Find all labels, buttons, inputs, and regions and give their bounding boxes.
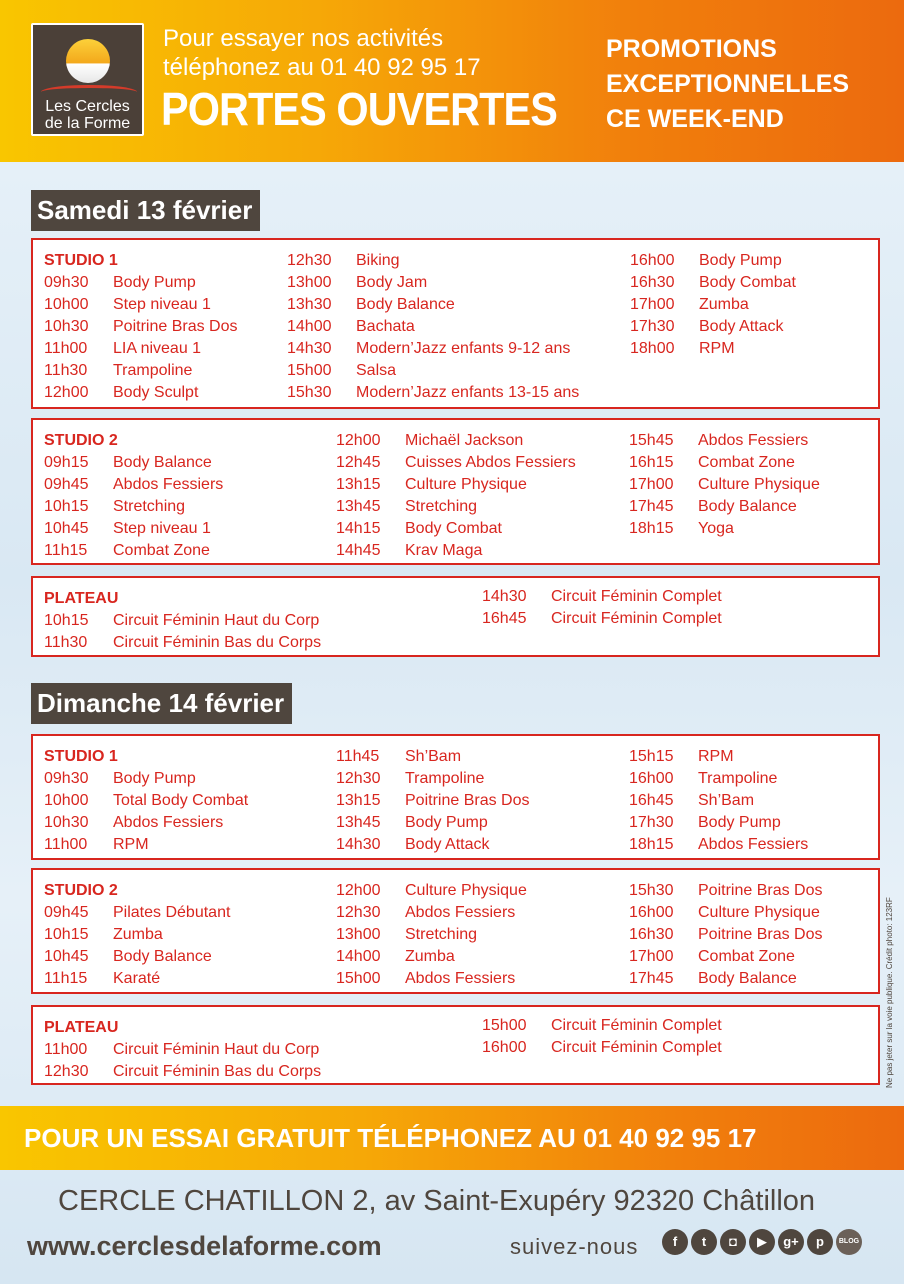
schedule-row <box>629 518 820 540</box>
class-name: Body Pump <box>698 814 781 831</box>
class-name: Step niveau 1 <box>113 520 211 537</box>
class-name: RPM <box>113 836 149 853</box>
class-name: Bachata <box>356 318 415 335</box>
class-name: Circuit Féminin Bas du Corps <box>113 634 322 651</box>
schedule-row <box>482 586 722 608</box>
schedule-row <box>336 968 527 990</box>
class-time: 10h45 <box>44 520 89 537</box>
class-time: 13h00 <box>287 274 332 291</box>
schedule-box-studio2-sun <box>31 868 880 994</box>
schedule-row <box>629 496 820 518</box>
class-name: Zumba <box>113 926 163 943</box>
class-time: 17h45 <box>629 498 674 515</box>
schedule-row <box>336 518 576 540</box>
schedule-row <box>44 902 230 924</box>
class-name: Poitrine Bras Dos <box>698 882 823 899</box>
schedule-row <box>287 316 579 338</box>
address: CERCLE CHATILLON 2, av Saint-Exupéry 92320 Châtillon <box>58 1185 816 1217</box>
class-time: 10h15 <box>44 612 89 629</box>
schedule-row <box>44 1039 321 1061</box>
class-time: 14h00 <box>287 318 332 335</box>
class-time: 11h00 <box>44 1041 88 1058</box>
class-time: 18h15 <box>629 520 674 537</box>
class-time: 14h00 <box>336 948 381 965</box>
class-time: 11h30 <box>44 634 88 651</box>
class-name: Body Balance <box>113 948 212 965</box>
class-time: 14h45 <box>336 542 381 559</box>
class-name: Circuit Féminin Complet <box>551 588 722 605</box>
class-name: Modern’Jazz enfants 13-15 ans <box>356 384 580 401</box>
class-name: Abdos Fessiers <box>113 476 224 493</box>
class-name: Cuisses Abdos Fessiers <box>405 454 576 471</box>
class-time: 17h00 <box>629 948 674 965</box>
schedule-row <box>287 272 579 294</box>
class-time: 15h30 <box>287 384 332 401</box>
schedule-row <box>44 452 223 474</box>
class-name: Culture Physique <box>698 904 820 921</box>
facebook-icon[interactable]: f <box>662 1229 688 1255</box>
class-name: Abdos Fessiers <box>698 432 809 449</box>
schedule-row <box>336 946 527 968</box>
class-time: 10h30 <box>44 318 89 335</box>
schedule-row <box>44 360 238 382</box>
class-name: Body Pump <box>405 814 488 831</box>
class-time: 17h45 <box>629 970 674 987</box>
class-time: 17h30 <box>629 814 674 831</box>
schedule-row <box>336 768 530 790</box>
schedule-row <box>336 924 527 946</box>
schedule-row <box>630 294 796 316</box>
class-name: Pilates Débutant <box>113 904 231 921</box>
class-time: 15h00 <box>336 970 381 987</box>
class-time: 16h45 <box>629 792 674 809</box>
class-name: Trampoline <box>698 770 778 787</box>
header-phone-line: téléphonez au 01 40 92 95 17 <box>163 54 481 81</box>
schedule-row <box>44 518 223 540</box>
schedule-box-studio1-sun <box>31 734 880 860</box>
class-name: Sh’Bam <box>698 792 755 809</box>
class-name: Sh’Bam <box>405 748 462 765</box>
class-name: Combat Zone <box>698 454 795 471</box>
schedule-row <box>336 452 576 474</box>
class-time: 12h00 <box>336 882 381 899</box>
schedule-box-studio1-sat <box>31 238 880 409</box>
class-name: Body Balance <box>113 454 212 471</box>
class-time: 16h00 <box>629 770 674 787</box>
class-name: Culture Physique <box>405 882 527 899</box>
pinterest-icon[interactable]: p <box>807 1229 833 1255</box>
schedule-row <box>44 610 321 632</box>
schedule-row <box>630 250 796 272</box>
sun-icon <box>66 39 110 83</box>
schedule-row <box>629 812 808 834</box>
class-name: Circuit Féminin Haut du Corp <box>113 1041 320 1058</box>
class-name: Abdos Fessiers <box>405 904 516 921</box>
schedule-row <box>629 790 808 812</box>
schedule-row <box>629 902 823 924</box>
class-name: Circuit Féminin Complet <box>551 610 722 627</box>
class-name: Total Body Combat <box>113 792 249 809</box>
swoosh-icon <box>41 85 137 99</box>
logo[interactable] <box>31 23 144 136</box>
class-time: 09h30 <box>44 770 89 787</box>
class-name: Body Balance <box>698 970 797 987</box>
class-time: 09h45 <box>44 476 89 493</box>
class-name: Circuit Féminin Complet <box>551 1039 722 1056</box>
class-time: 16h30 <box>629 926 674 943</box>
class-time: 13h00 <box>336 926 381 943</box>
class-name: Body Pump <box>113 770 196 787</box>
schedule-row <box>44 382 238 404</box>
schedule-row <box>44 632 321 654</box>
schedule-row <box>44 338 238 360</box>
page-title: PORTES OUVERTES <box>161 83 557 135</box>
class-time: 10h00 <box>44 792 89 809</box>
class-time: 12h00 <box>44 384 89 401</box>
class-time: 10h00 <box>44 296 89 313</box>
class-name: Culture Physique <box>405 476 527 493</box>
schedule-row <box>629 924 823 946</box>
class-name: Yoga <box>698 520 734 537</box>
class-name: Poitrine Bras Dos <box>113 318 238 335</box>
class-time: 11h30 <box>44 362 88 379</box>
schedule-row <box>336 496 576 518</box>
google-plus-icon[interactable]: g+ <box>778 1229 804 1255</box>
box-title: STUDIO 1 <box>44 252 118 269</box>
class-name: Body Pump <box>699 252 782 269</box>
schedule-row <box>44 496 223 518</box>
class-time: 11h15 <box>44 970 88 987</box>
class-time: 12h30 <box>336 904 381 921</box>
class-time: 14h30 <box>336 836 381 853</box>
class-time: 16h45 <box>482 610 527 627</box>
schedule-row <box>287 382 579 404</box>
social-icons <box>662 1229 862 1255</box>
schedule-box-studio2-sat <box>31 418 880 565</box>
class-time: 16h00 <box>629 904 674 921</box>
schedule-row <box>336 474 576 496</box>
class-time: 17h30 <box>630 318 675 335</box>
class-name: Circuit Féminin Bas du Corps <box>113 1063 322 1080</box>
day-title-sunday: Dimanche 14 février <box>31 683 292 724</box>
class-name: LIA niveau 1 <box>113 340 202 357</box>
class-time: 13h15 <box>336 792 381 809</box>
class-name: Modern’Jazz enfants 9-12 ans <box>356 340 571 357</box>
schedule-row <box>629 946 823 968</box>
class-name: Trampoline <box>405 770 485 787</box>
schedule-row <box>482 1015 722 1037</box>
class-time: 15h00 <box>482 1017 527 1034</box>
class-name: Body Attack <box>699 318 784 335</box>
class-name: Abdos Fessiers <box>698 836 809 853</box>
class-name: Body Balance <box>356 296 455 313</box>
schedule-row <box>482 1037 722 1059</box>
instagram-icon[interactable]: ◘ <box>720 1229 746 1255</box>
schedule-row <box>630 272 796 294</box>
schedule-row <box>44 812 248 834</box>
schedule-row <box>629 430 820 452</box>
class-time: 16h30 <box>630 274 675 291</box>
class-name: Combat Zone <box>113 542 210 559</box>
class-name: Zumba <box>699 296 749 313</box>
class-name: Body Pump <box>113 274 196 291</box>
class-time: 11h45 <box>336 748 380 765</box>
class-name: RPM <box>698 748 734 765</box>
logo-text-line1: Les Cercles <box>45 98 130 115</box>
class-time: 15h00 <box>287 362 332 379</box>
class-name: Body Sculpt <box>113 384 199 401</box>
class-name: Zumba <box>405 948 455 965</box>
schedule-row <box>44 272 238 294</box>
class-time: 15h30 <box>629 882 674 899</box>
schedule-row <box>629 452 820 474</box>
schedule-row <box>482 608 722 630</box>
class-name: Poitrine Bras Dos <box>698 926 823 943</box>
schedule-row <box>336 902 527 924</box>
class-name: Body Balance <box>698 498 797 515</box>
class-time: 12h00 <box>336 432 381 449</box>
schedule-row <box>44 768 248 790</box>
class-time: 10h15 <box>44 498 89 515</box>
class-name: Krav Maga <box>405 542 483 559</box>
schedule-row <box>44 540 223 562</box>
schedule-row <box>629 834 808 856</box>
class-name: Abdos Fessiers <box>405 970 516 987</box>
promo-text <box>606 32 849 137</box>
class-name: Stretching <box>113 498 186 515</box>
class-name: Combat Zone <box>698 948 795 965</box>
box-title: PLATEAU <box>44 1019 119 1036</box>
schedule-row <box>629 474 820 496</box>
class-name: Body Combat <box>699 274 796 291</box>
class-time: 09h15 <box>44 454 89 471</box>
blog-icon[interactable]: BLOG <box>836 1229 862 1255</box>
schedule-row <box>44 968 230 990</box>
class-name: Culture Physique <box>698 476 820 493</box>
website-link[interactable]: www.cerclesdelaforme.com <box>27 1231 382 1261</box>
class-name: Poitrine Bras Dos <box>405 792 530 809</box>
schedule-row <box>336 540 576 562</box>
logo-text-line2: de la Forme <box>44 115 131 132</box>
schedule-row <box>287 250 579 272</box>
schedule-row <box>44 1061 321 1083</box>
schedule-row <box>630 338 796 360</box>
class-time: 17h00 <box>629 476 674 493</box>
schedule-row <box>44 790 248 812</box>
schedule-row <box>287 360 579 382</box>
class-name: Biking <box>356 252 400 269</box>
box-title: STUDIO 1 <box>44 748 118 765</box>
schedule-row <box>336 790 530 812</box>
class-time: 14h30 <box>482 588 527 605</box>
youtube-icon[interactable]: ▶ <box>749 1229 775 1255</box>
schedule-row <box>44 316 238 338</box>
schedule-box-plateau-sat <box>31 576 880 657</box>
class-time: 14h30 <box>287 340 332 357</box>
class-time: 16h15 <box>629 454 674 471</box>
class-time: 10h15 <box>44 926 89 943</box>
class-name: Stretching <box>405 498 478 515</box>
schedule-row <box>629 968 823 990</box>
side-note-text: Ne pas jeter sur la voie publique. Crédit photo: 123RF <box>885 897 894 1088</box>
class-time: 18h00 <box>630 340 675 357</box>
schedule-row <box>336 746 530 768</box>
class-time: 14h15 <box>336 520 381 537</box>
class-time: 11h15 <box>44 542 88 559</box>
class-time: 10h30 <box>44 814 89 831</box>
promo-line: CE WEEK-END <box>606 105 784 133</box>
schedule-row <box>44 834 248 856</box>
class-time: 11h00 <box>44 340 88 357</box>
day-title-saturday: Samedi 13 février <box>31 190 260 231</box>
class-time: 10h45 <box>44 948 89 965</box>
schedule-row <box>44 474 223 496</box>
side-note <box>884 858 896 1088</box>
class-time: 15h15 <box>629 748 674 765</box>
class-time: 18h15 <box>629 836 674 853</box>
schedule-row <box>336 880 527 902</box>
class-name: Circuit Féminin Haut du Corp <box>113 612 320 629</box>
schedule-row <box>336 834 530 856</box>
schedule-box-plateau-sun <box>31 1005 880 1085</box>
class-name: Step niveau 1 <box>113 296 211 313</box>
schedule-row <box>630 316 796 338</box>
class-name: Trampoline <box>113 362 193 379</box>
header-line1: Pour essayer nos activités <box>163 25 444 52</box>
schedule-row <box>44 946 230 968</box>
promo-line: PROMOTIONS <box>606 35 777 63</box>
schedule-row <box>44 294 238 316</box>
class-time: 12h30 <box>287 252 332 269</box>
class-time: 15h45 <box>629 432 674 449</box>
twitter-icon[interactable]: t <box>691 1229 717 1255</box>
class-name: Stretching <box>405 926 478 943</box>
class-name: Abdos Fessiers <box>113 814 224 831</box>
cta-banner: POUR UN ESSAI GRATUIT TÉLÉPHONEZ AU 01 40 92 95 17 <box>0 1106 904 1170</box>
schedule-row <box>629 880 823 902</box>
class-name: Body Jam <box>356 274 428 291</box>
follow-label: suivez-nous <box>510 1234 639 1259</box>
class-name: Salsa <box>356 362 397 379</box>
class-name: RPM <box>699 340 735 357</box>
class-time: 13h45 <box>336 814 381 831</box>
class-time: 09h30 <box>44 274 89 291</box>
schedule-row <box>44 924 230 946</box>
class-time: 16h00 <box>482 1039 527 1056</box>
class-name: Michaël Jackson <box>405 432 524 449</box>
class-time: 13h30 <box>287 296 332 313</box>
schedule-row <box>629 768 808 790</box>
class-name: Body Combat <box>405 520 502 537</box>
class-name: Body Attack <box>405 836 490 853</box>
class-name: Circuit Féminin Complet <box>551 1017 722 1034</box>
class-time: 12h45 <box>336 454 381 471</box>
schedule-row <box>287 294 579 316</box>
class-time: 17h00 <box>630 296 675 313</box>
class-time: 12h30 <box>44 1063 89 1080</box>
schedule-row <box>336 430 576 452</box>
header-banner <box>0 0 904 162</box>
schedule-row <box>629 746 808 768</box>
box-title: STUDIO 2 <box>44 882 118 899</box>
promo-line: EXCEPTIONNELLES <box>606 70 850 98</box>
schedule-row <box>336 812 530 834</box>
class-time: 13h15 <box>336 476 381 493</box>
class-time: 16h00 <box>630 252 675 269</box>
class-time: 11h00 <box>44 836 88 853</box>
class-name: Karaté <box>113 970 161 987</box>
schedule-row <box>287 338 579 360</box>
class-time: 09h45 <box>44 904 89 921</box>
box-title: STUDIO 2 <box>44 432 118 449</box>
class-time: 13h45 <box>336 498 381 515</box>
class-time: 12h30 <box>336 770 381 787</box>
box-title: PLATEAU <box>44 590 119 607</box>
